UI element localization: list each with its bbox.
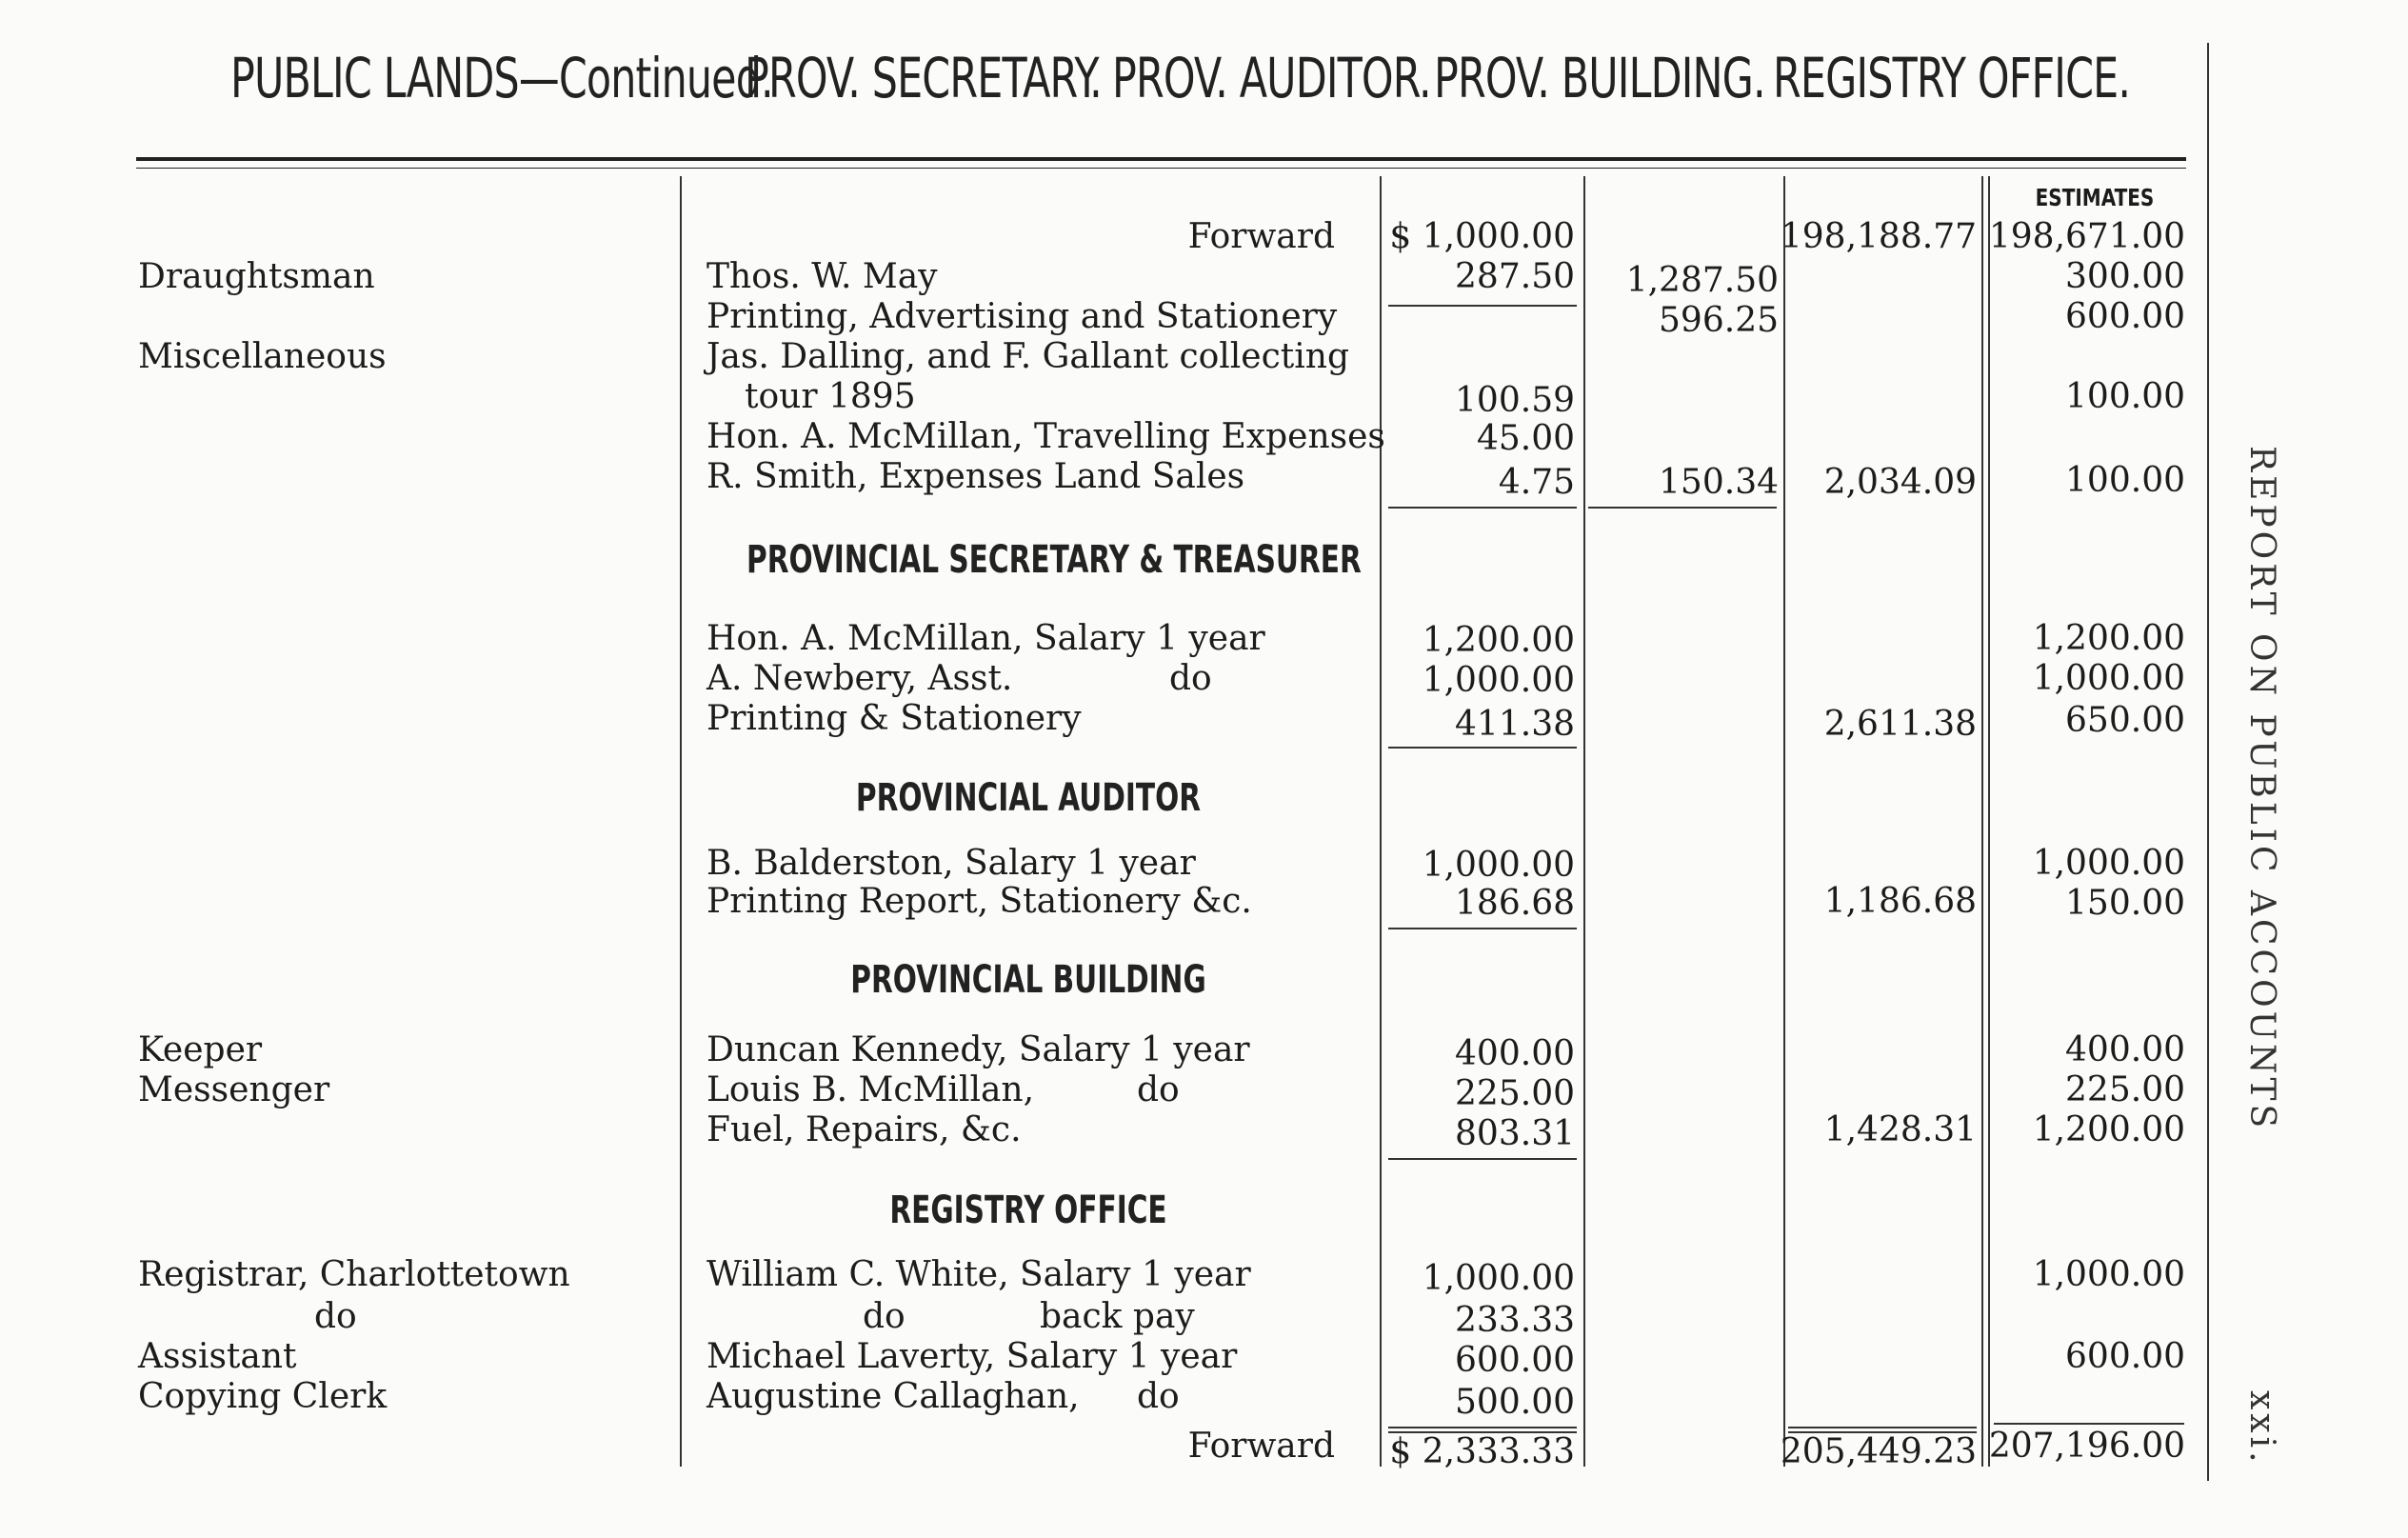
row-label: Copying Clerk [138, 1377, 388, 1416]
row-description: Jas. Dalling, and F. Gallant collecting [706, 337, 1349, 376]
section-heading: REGISTRY OFFICE [889, 1188, 1167, 1232]
amount-cell: 1,428.31 [1823, 1110, 1977, 1149]
subtotal-rule [1588, 507, 1777, 509]
column-divider [680, 176, 682, 1467]
amount-cell: 207,196.00 [1988, 1427, 2185, 1466]
subtotal-rule [1388, 1158, 1577, 1160]
row-description: Hon. A. McMillan, Salary 1 year [706, 619, 1265, 658]
header-registry-office: REGISTRY OFFICE. [1773, 46, 2131, 110]
column-divider [1583, 176, 1585, 1467]
amount-cell: 1,200.00 [2032, 619, 2185, 658]
amount-cell: $ 2,333.33 [1389, 1432, 1575, 1471]
row-label: Keeper [138, 1030, 263, 1069]
row-description: Louis B. McMillan, [706, 1070, 1035, 1109]
row-description: Printing & Stationery [706, 699, 1082, 738]
header-rule [136, 157, 2186, 161]
amount-cell: 1,000.00 [2032, 1255, 2185, 1294]
amount-cell: 600.00 [1455, 1341, 1575, 1380]
ditto-mark: do [1137, 1070, 1180, 1109]
page-margin-line [2207, 43, 2209, 1481]
amount-cell: 400.00 [1455, 1034, 1575, 1073]
forward-label: Forward [1187, 217, 1335, 256]
header-public-lands: PUBLIC LANDS—Continued. [230, 46, 773, 110]
section-heading: PROVINCIAL SECRETARY & TREASURER [746, 538, 1362, 582]
total-rule [1994, 1423, 2184, 1425]
header-prov-building: PROV. BUILDING. [1434, 46, 1765, 110]
ditto-mark: do [1137, 1377, 1180, 1416]
subtotal-rule [1388, 305, 1577, 307]
row-description: Thos. W. May [706, 257, 938, 296]
subtotal-rule [1388, 928, 1577, 929]
total-rule [1388, 1427, 1577, 1428]
amount-cell: 233.33 [1455, 1301, 1575, 1340]
amount-cell: 225.00 [2065, 1070, 2185, 1109]
estimates-heading: ESTIMATES [2035, 184, 2155, 211]
row-description: R. Smith, Expenses Land Sales [706, 457, 1245, 496]
column-divider [1988, 176, 1990, 1467]
amount-cell: 150.34 [1659, 463, 1779, 502]
column-divider [1783, 176, 1785, 1467]
amount-cell: 100.00 [2065, 377, 2185, 416]
subtotal-rule [1388, 507, 1577, 509]
amount-cell: 1,186.68 [1823, 882, 1977, 921]
amount-cell: 45.00 [1476, 419, 1575, 458]
header-rule-thin [136, 168, 2186, 169]
forward-label: Forward [1187, 1427, 1335, 1466]
row-description: Augustine Callaghan, [706, 1377, 1080, 1416]
amount-cell: 2,611.38 [1823, 705, 1977, 744]
amount-cell: 287.50 [1455, 257, 1575, 296]
header-prov-auditor: PROV. AUDITOR. [1112, 46, 1431, 110]
running-title-vertical: REPORT ON PUBLIC ACCOUNTS [2242, 446, 2281, 1132]
amount-cell: 1,000.00 [1422, 661, 1575, 700]
amount-cell: 650.00 [2065, 701, 2185, 740]
row-description: A. Newbery, Asst. [706, 659, 1013, 698]
amount-cell: 1,200.00 [1422, 621, 1575, 660]
amount-cell: 1,000.00 [1422, 1259, 1575, 1298]
amount-cell: 600.00 [2065, 1337, 2185, 1376]
row-description: Printing, Advertising and Stationery [706, 297, 1338, 336]
row-description: B. Balderston, Salary 1 year [706, 844, 1196, 883]
amount-cell: 300.00 [2065, 257, 2185, 296]
section-heading: PROVINCIAL BUILDING [850, 958, 1206, 1002]
total-rule [1788, 1427, 1977, 1428]
amount-cell: 2,034.09 [1823, 463, 1977, 502]
amount-cell: 1,200.00 [2032, 1110, 2185, 1149]
amount-cell: 225.00 [1455, 1074, 1575, 1113]
amount-cell: 100.00 [2065, 461, 2185, 500]
row-label: Registrar, Charlottetown [138, 1255, 570, 1294]
amount-cell: 411.38 [1455, 705, 1575, 744]
row-label: Messenger [138, 1070, 330, 1109]
row-label: Assistant [138, 1337, 297, 1376]
page-number: xxi. [2242, 1390, 2281, 1467]
amount-cell: 198,671.00 [1988, 217, 2185, 256]
amount-cell: 500.00 [1455, 1383, 1575, 1422]
amount-cell: 100.59 [1455, 381, 1575, 420]
amount-cell: 1,000.00 [2032, 659, 2185, 698]
row-description: Printing Report, Stationery &c. [706, 882, 1252, 921]
row-description: William C. White, Salary 1 year [706, 1255, 1251, 1294]
amount-cell: 1,287.50 [1625, 261, 1779, 300]
ditto-mark: do [1169, 659, 1212, 698]
row-description: Hon. A. McMillan, Travelling Expenses [706, 417, 1385, 456]
amount-cell: $ 1,000.00 [1389, 217, 1575, 256]
header-prov-secretary: PROV. SECRETARY. [745, 46, 1102, 110]
row-description: tour 1895 [745, 377, 916, 416]
section-heading: PROVINCIAL AUDITOR [855, 776, 1202, 820]
amount-cell: 803.31 [1455, 1114, 1575, 1153]
amount-cell: 596.25 [1659, 301, 1779, 340]
column-divider [1380, 176, 1382, 1467]
amount-cell: 1,000.00 [2032, 844, 2185, 883]
ditto-mark: do [863, 1297, 905, 1336]
row-description: Fuel, Repairs, &c. [706, 1110, 1022, 1149]
column-divider [1981, 176, 1983, 1467]
amount-cell: 600.00 [2065, 297, 2185, 336]
ditto-mark: do [314, 1297, 357, 1336]
row-description: Duncan Kennedy, Salary 1 year [706, 1030, 1250, 1069]
subtotal-rule [1388, 747, 1577, 749]
amount-cell: 150.00 [2065, 884, 2185, 923]
row-label: Miscellaneous [138, 337, 387, 376]
amount-cell: 198,188.77 [1780, 217, 1977, 256]
row-label: Draughtsman [138, 257, 375, 296]
amount-cell: 400.00 [2065, 1030, 2185, 1069]
row-description: Michael Laverty, Salary 1 year [706, 1337, 1238, 1376]
amount-cell: 1,000.00 [1422, 846, 1575, 885]
amount-cell: 4.75 [1498, 463, 1575, 502]
amount-cell: 205,449.23 [1780, 1432, 1977, 1471]
amount-cell: 186.68 [1455, 884, 1575, 923]
row-description: back pay [1040, 1297, 1195, 1336]
